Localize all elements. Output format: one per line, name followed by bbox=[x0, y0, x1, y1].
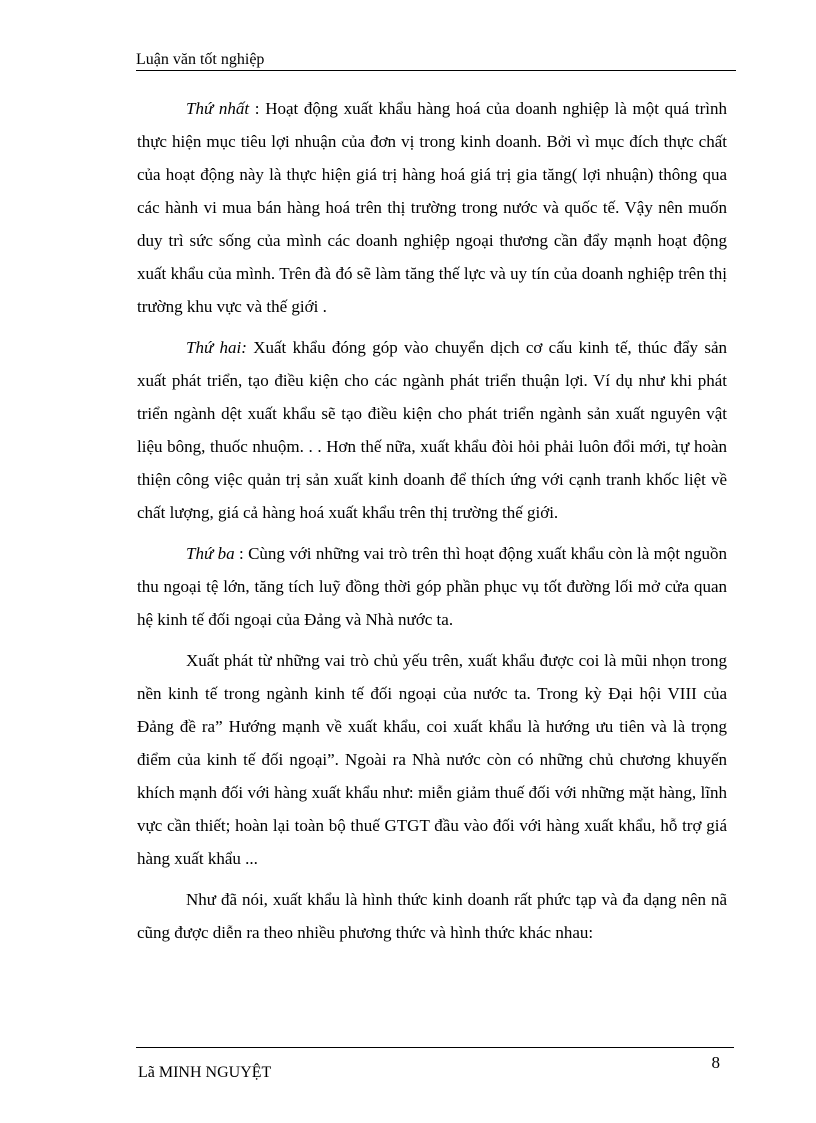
paragraph-text: Như đã nói, xuất khẩu là hình thức kinh doanh rất phức tạp và đa dạng nên nã cũng được diễn ra theo nhiều phương thức và hình thức khác nhau: bbox=[137, 890, 727, 942]
paragraph-lead: Thứ nhất bbox=[186, 99, 250, 118]
header-title: Luận văn tốt nghiệp bbox=[136, 51, 265, 68]
document-body bbox=[137, 92, 727, 957]
paragraph-text: : Cùng với những vai trò trên thì hoạt động xuất khẩu còn là một nguồn thu ngoại tệ lớn, tăng tích luỹ đồng thời góp phần phục vụ tốt đường lối mở cửa quan hệ kinh tế đối ngoại của Đảng và Nhà nước ta. bbox=[137, 544, 727, 629]
paragraph-text: Xuất phát từ những vai trò chủ yếu trên, xuất khẩu được coi là mũi nhọn trong nền kinh tế trong ngành kinh tế đối ngoại của nước ta. Trong kỳ Đại hội VIII của Đảng đề ra” Hướng mạnh về xuất khẩu, coi xuất khẩu là hướng ưu tiên và là trọng điểm của kinh tế đối ngoại”. Ngoài ra Nhà nước còn có những chủ chương khuyến khích mạnh đối với hàng xuất khẩu như: miễn giảm thuế đối với những mặt hàng, lĩnh vực cần thiết; hoàn lại toàn bộ thuế GTGT đầu vào đối với hàng xuất khẩu, hỗ trợ giá hàng xuất khẩu ... bbox=[137, 651, 727, 868]
paragraph-3 bbox=[137, 537, 727, 636]
page-number: 8 bbox=[711, 1053, 720, 1072]
page-footer bbox=[136, 1047, 734, 1088]
footer-author: Lã MINH NGUYỆT bbox=[138, 1064, 272, 1081]
paragraph-2 bbox=[137, 331, 727, 529]
paragraph-lead: Thứ hai: bbox=[186, 338, 247, 357]
page-header bbox=[136, 48, 736, 71]
paragraph-text: : Hoạt động xuất khẩu hàng hoá của doanh nghiệp là một quá trình thực hiện mục tiêu lợi nhuận của đơn vị trong kinh doanh. Bởi vì mục đích thực chất của hoạt động này là thực hiện giá trị hàng hoá giá trị gia tăng( lợi nhuận) thông qua các hành vi mua bán hàng hoá trên thị trường trong nước và quốc tế. Vậy nên muốn duy trì sức sống của mình các doanh nghiệp ngoại thương cần đẩy mạnh hoạt động xuất khẩu của mình. Trên đà đó sẽ làm tăng thế lực và uy tín của doanh nghiệp trên thị trường khu vực và thế giới . bbox=[137, 99, 727, 316]
paragraph-1 bbox=[137, 92, 727, 323]
paragraph-text: Xuất khẩu đóng góp vào chuyển dịch cơ cấu kinh tế, thúc đẩy sản xuất phát triển, tạo điều kiện cho các ngành phát triển thuận lợi. Ví dụ như khi phát triển ngành dệt xuất khẩu sẽ tạo điều kiện cho phát triển ngành sản xuất nguyên vật liệu bông, thuốc nhuộm. . . Hơn thế nữa, xuất khẩu đòi hỏi phải luôn đổi mới, tự hoàn thiện công việc quản trị sản xuất kinh doanh để thích ứng với cạnh tranh khốc liệt về chất lượng, giá cả hàng hoá xuất khẩu trên thị trường thế giới. bbox=[137, 338, 727, 522]
paragraph-4 bbox=[137, 644, 727, 875]
paragraph-5 bbox=[137, 883, 727, 949]
paragraph-lead: Thứ ba bbox=[186, 544, 235, 563]
